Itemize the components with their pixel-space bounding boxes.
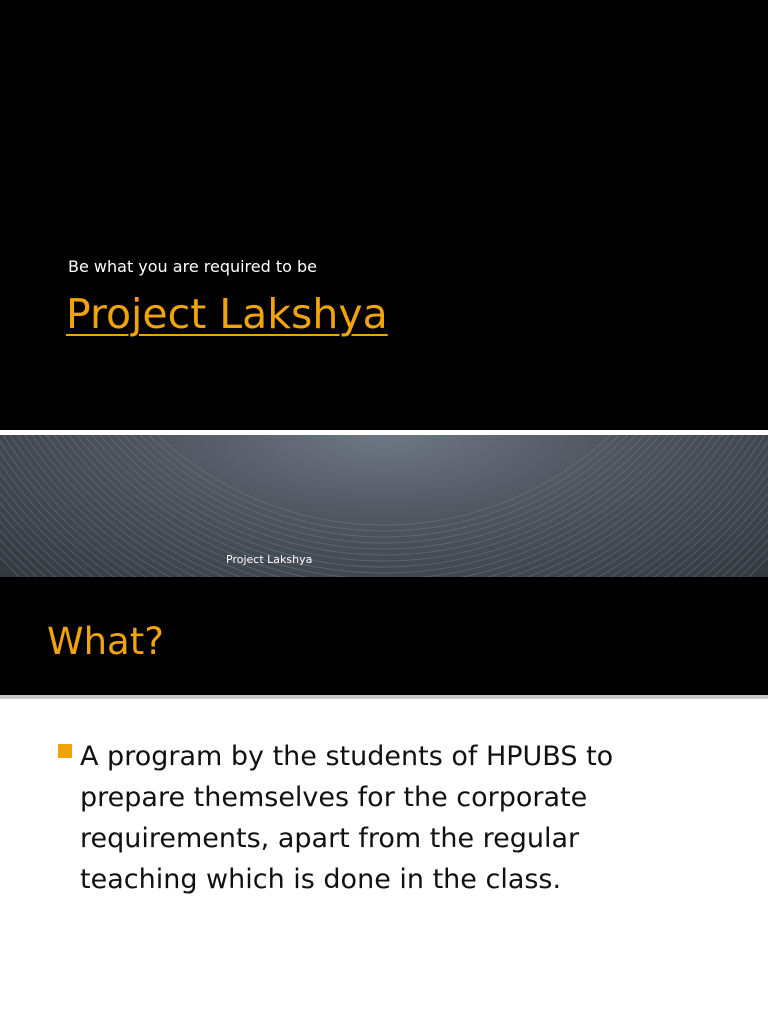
slide-footer-band bbox=[0, 435, 768, 577]
content-slide-title: What? bbox=[47, 620, 164, 663]
decorative-arc bbox=[54, 435, 714, 525]
decorative-arc bbox=[42, 435, 726, 537]
decorative-arcs bbox=[0, 435, 768, 577]
slide-subtitle: Be what you are required to be bbox=[68, 257, 318, 276]
decorative-arc bbox=[6, 435, 762, 573]
decorative-arc bbox=[18, 435, 750, 561]
title-slide bbox=[0, 0, 768, 430]
bullet-text: A program by the students of HPUBS to prepare themselves for the corporate requirements, apart from the regular teaching which is done in the class. bbox=[80, 741, 614, 895]
slide-footer-text: Project Lakshya bbox=[226, 553, 313, 566]
slide-title-link[interactable]: Project Lakshya bbox=[66, 290, 388, 338]
decorative-arc bbox=[30, 435, 738, 549]
bullet-marker-icon bbox=[58, 744, 72, 758]
decorative-arc bbox=[0, 435, 768, 577]
